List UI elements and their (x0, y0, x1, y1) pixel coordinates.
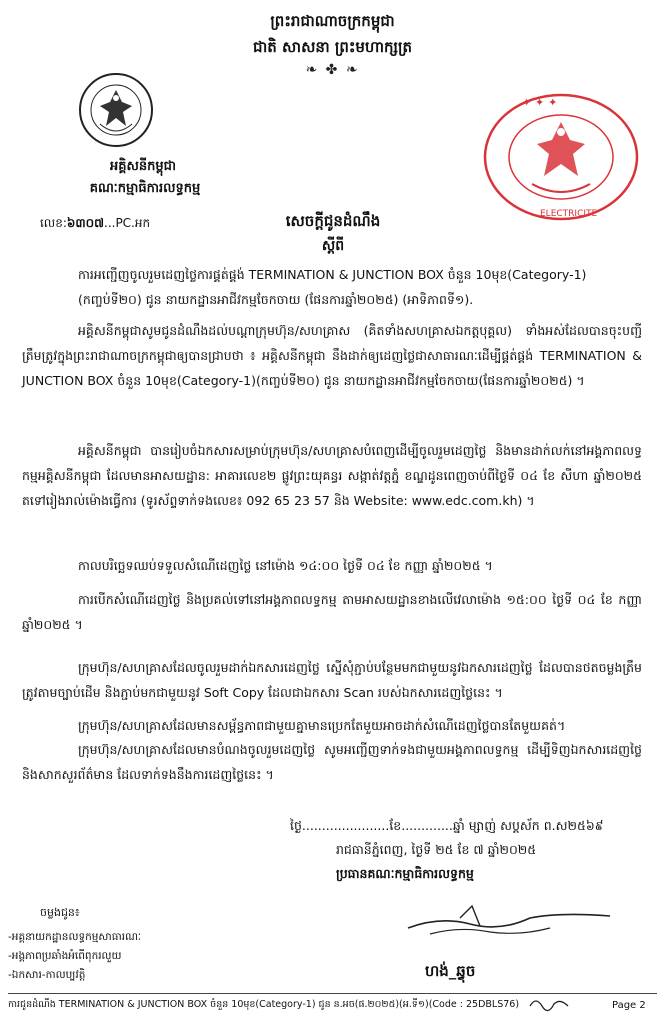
paragraph-soft-copy (22, 655, 642, 705)
paragraph-documents (22, 438, 642, 513)
kingdom-header: ព្រះរាជាណាចក្រកម្ពុជា (270, 12, 395, 30)
paragraph-text: អគ្គិសនីកម្ពុជា បានរៀបចំឯកសារសម្រាប់ក្រុមហ៊ុន/សហគ្រាសបំពេញដើម្បីចូលរួមដេញថ្លៃ និងមានដាក់លក់នៅអង្គភាពលទ្ធកម្មអគ្គិសនីកម្ពុជា ដែលមានអាសយដ្ឋាន: អាគារលេខ២ ផ្លូវព្រះយុគន្ធរ សង្កាត់វត្តភ្នំ ខណ្ឌដូនពេញចាប់ពីថ្ងៃទី ០៤ ខែ សីហា ឆ្នាំ២០២៥ តទៅរៀងរាល់ម៉ោងធ្វើការ (ទូរស័ព្ទទាក់ទងលេខ៖ 092 65 23 57 និង Website: www.edc.com.kh) ។ (22, 443, 642, 508)
paragraph-text: ក្រុមហ៊ុន/សហគ្រាសដែលចូលរួមដាក់ឯកសារដេញថ្លៃ ស្នើសុំភ្ជាប់បន្ថែមមកជាមួយនូវឯកសារដេញថ្លៃ ដែលបានថតចម្លងត្រឹមត្រូវតាមច្បាប់ដើម និងភ្ជាប់មកជាមួយនូវ Soft Copy ដែលជាឯកសារ Scan របស់ឯកសារដេញថ្លៃនេះ ។ (22, 660, 642, 700)
edc-logo (78, 72, 154, 148)
ref-suffix: ...PC.អក (104, 216, 151, 230)
cc-item: -អង្គភាពប្រឆាំងអំពើពុករលួយ (8, 950, 122, 962)
paragraph-deadline (22, 553, 642, 578)
cc-item: -ឯកសារ-កាលប្បវត្តិ (8, 969, 86, 981)
national-motto: ជាតិ សាសនា ព្រះមហាក្សត្រ (253, 38, 412, 56)
lunar-date: ថ្ងៃ......................ខែ.............ឆ្នាំ ម្សាញ់ សប្តស័ក ព.ស២៥៦៩ (290, 818, 604, 833)
paragraph-text: កាលបរិច្ឆេទឈប់ទទួលសំណើដេញថ្លៃ នៅម៉ោង ១៤:០០ ថ្ងៃទី ០៤ ខែ កញ្ញា ឆ្នាំ២០២៥ ។ (78, 558, 493, 573)
document-title: សេចក្តីជូនដំណឹង (285, 212, 381, 230)
organization-name: អគ្គិសនីកម្ពុជា (109, 159, 176, 174)
reference-number (40, 215, 150, 233)
footer-initials (528, 994, 573, 1012)
page-number: Page 2 (612, 1000, 646, 1011)
subject-line-2: (កញ្ចប់ទី២០) ជូន នាយកដ្ឋានអាជីវកម្មចែកចាយ (ផែនការឆ្នាំ២០២៥) (អាទិភាពទី១). (78, 292, 474, 307)
paragraph-text: អគ្គិសនីកម្ពុជាសូមជូនដំណឹងដល់បណ្តាក្រុមហ៊ុន/សហគ្រាស (គិតទាំងសហគ្រាសឯកត្តបុគ្គល) ទាំងអស់ដែលបានចុះបញ្ជីត្រឹមត្រូវក្នុងព្រះរាជាណាចក្រកម្ពុជាឲ្យបានជ្រាបថា ៖ អគ្គិសនីកម្ពុជា នឹងដាក់ឲ្យដេញថ្លៃជាសាធារណៈដើម្បីផ្គត់ផ្គង់ TERMINATION & JUNCTION BOX ចំនួន 10មុខ(Category-1)(កញ្ចប់ទី២០) ជូន នាយកដ្ឋានអាជីវកម្មចែកចាយ(ផែនការឆ្នាំ២០២៥) ។ (22, 323, 642, 388)
subject-block (78, 262, 638, 312)
paragraph-opening (22, 587, 642, 637)
paragraph-text: ក្រុមហ៊ុន/សហគ្រាសដែលមានសម្ព័ន្ធភាពជាមួយគ្នាមានប្រេកតែមួយអាចដាក់សំណើដេញថ្លៃបានតែមួយគត់។ (78, 718, 566, 733)
committee-name: គណៈកម្មាធិការលទ្ធកម្ម (89, 181, 201, 196)
ref-label: លេខ: (40, 216, 67, 230)
cc-list (8, 928, 141, 985)
paragraph-announcement (22, 318, 642, 393)
motto-ornament: ❧ ✤ ❧ (305, 62, 360, 78)
handwritten-signature (400, 888, 620, 948)
paragraph-text: ការបើកសំណើដេញថ្លៃ និងប្រគល់ទៅនៅអង្គភាពលទ្ធកម្ម តាមអាសយដ្ឋានខាងលើវេលាម៉ោង ១៥:០០ ថ្ងៃទី ០៤ ខែ កញ្ញា ឆ្នាំ២០២៥ ។ (22, 592, 642, 632)
paragraph-contact (22, 737, 642, 787)
paragraph-affiliation (22, 713, 642, 738)
svg-text:ELECTRICITE: ELECTRICITE (540, 209, 598, 219)
paragraph-text: ក្រុមហ៊ុន/សហគ្រាសដែលមានបំណងចូលរួមដេញថ្លៃ សូមអញ្ជើញទាក់ទងជាមួយអង្គភាពលទ្ធកម្ម ដើម្បីទិញឯកសារដេញថ្លៃ និងសាកសួរព័ត៌មាន ដែលទាក់ទងនឹងការដេញថ្លៃនេះ ។ (22, 742, 642, 782)
issue-date: រាជធានីភ្នំពេញ, ថ្ងៃទី ២៥ ខែ ៧ ឆ្នាំ២០២៥ (336, 842, 537, 857)
subject-line-1: ការអញ្ជើញចូលរួមដេញថ្លៃការផ្គត់ផ្គង់ TERMINATION & JUNCTION BOX ចំនួន 10មុខ(Category-1) (78, 267, 587, 282)
signer-title: ប្រធានគណៈកម្មាធិការលទ្ធកម្ម (336, 866, 474, 881)
signer-name: ហង់_ឆ្វុច (425, 962, 476, 980)
footer-reference: ការជូនដំណឹង TERMINATION & JUNCTION BOX ចំនួន 10មុខ(Category-1) ជូន ន.អច(ផ.២០២៥)(អ.ទី១)(Code : 25DBLS76) (8, 999, 520, 1010)
document-subtitle: ស្តីពី (321, 238, 345, 254)
official-stamp (482, 92, 640, 222)
ref-number: ៦៣០៧ (66, 216, 104, 230)
svg-text:✦ ✦ ✦: ✦ ✦ ✦ (522, 96, 558, 109)
cc-item: -អគ្គនាយកដ្ឋានលទ្ធកម្មសាធារណៈ (8, 931, 142, 943)
cc-title: ចម្លងជូន៖ (40, 906, 80, 919)
